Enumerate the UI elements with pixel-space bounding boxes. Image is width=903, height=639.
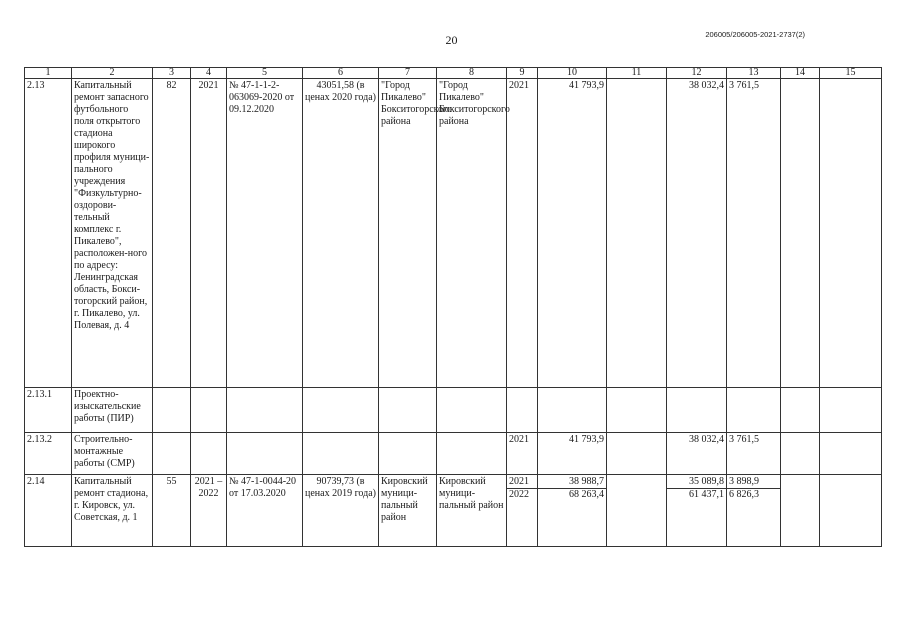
column-number: 5	[227, 68, 303, 79]
cell-col14	[781, 475, 820, 547]
cell-col11	[607, 79, 667, 388]
value-2022: 61 437,1	[667, 488, 726, 501]
cell-col7	[379, 433, 437, 475]
cell-col12	[667, 388, 727, 433]
cell-col15	[820, 388, 882, 433]
column-number: 8	[437, 68, 507, 79]
year-2021: 2021	[509, 476, 529, 487]
cell-col11	[607, 475, 667, 547]
cell-col8: "Город Пикалево" Бокситогорского района	[437, 79, 507, 388]
cell-col11	[607, 433, 667, 475]
table-row	[25, 433, 882, 475]
cell-col3: 55	[153, 475, 191, 547]
cell-col8: Кировский муници-пальный район	[437, 475, 507, 547]
cell-col12: 38 032,4	[667, 433, 727, 475]
cell-col8	[437, 433, 507, 475]
cell-col9: 2021	[507, 433, 538, 475]
cell-col14	[781, 433, 820, 475]
column-number: 12	[667, 68, 727, 79]
table-row	[25, 388, 882, 433]
table-row	[25, 475, 882, 547]
cell-col9	[507, 475, 538, 547]
column-number: 14	[781, 68, 820, 79]
cell-col12: 38 032,4	[667, 79, 727, 388]
cell-col13	[727, 475, 781, 547]
value-2021: 35 089,8	[689, 476, 724, 487]
cell-col6	[303, 388, 379, 433]
object-name: Капитальный ремонт стадиона, г. Кировск, ул. Советская, д. 1	[72, 475, 153, 547]
row-number: 2.14	[25, 475, 72, 547]
object-name: Капитальный ремонт запасного футбольного поля открытого стадиона широкого профиля муници-пального учреждения "Физкультурно-оздорови-тельный комплекс г. Пикалево", расположен-ного по адресу: Ленинградская область, Бокси-тогорский район, г. Пикалево, ул. Полевая, д. 4	[72, 79, 153, 388]
cell-col15	[820, 433, 882, 475]
page-number: 20	[445, 33, 458, 47]
column-number: 2	[72, 68, 153, 79]
cell-col13	[727, 388, 781, 433]
cell-col6: 90739,73 (в ценах 2019 года)	[303, 475, 379, 547]
cell-col4: 2021	[191, 79, 227, 388]
row-number: 2.13	[25, 79, 72, 388]
row-number: 2.13.1	[25, 388, 72, 433]
row-number: 2.13.2	[25, 433, 72, 475]
value-2021: 38 988,7	[569, 476, 604, 487]
cell-col10: 41 793,9	[538, 433, 607, 475]
column-number: 1	[25, 68, 72, 79]
cell-col6	[303, 433, 379, 475]
value-2021: 3 898,9	[729, 476, 759, 487]
object-name: Строительно-монтажные работы (СМР)	[72, 433, 153, 475]
column-number: 9	[507, 68, 538, 79]
value-2022: 68 263,4	[538, 488, 606, 501]
column-number: 11	[607, 68, 667, 79]
program-table	[24, 67, 882, 547]
cell-col12	[667, 475, 727, 547]
cell-col4: 2021 – 2022	[191, 475, 227, 547]
cell-col15	[820, 475, 882, 547]
column-number: 6	[303, 68, 379, 79]
cell-col9: 2021	[507, 79, 538, 388]
table-row	[25, 79, 882, 388]
cell-col8	[437, 388, 507, 433]
column-number: 7	[379, 68, 437, 79]
cell-col15	[820, 79, 882, 388]
column-number: 15	[820, 68, 882, 79]
year-2022: 2022	[507, 488, 537, 501]
document-code: 206005/206005-2021-2737(2)	[705, 30, 805, 39]
cell-col5: № 47-1-1-2-063069-2020 от 09.12.2020	[227, 79, 303, 388]
cell-col3: 82	[153, 79, 191, 388]
cell-col9	[507, 388, 538, 433]
cell-col7: "Город Пикалево" Бокситогорского района	[379, 79, 437, 388]
cell-col10	[538, 475, 607, 547]
column-number: 10	[538, 68, 607, 79]
table-header-row	[25, 68, 882, 79]
value-2022: 6 826,3	[727, 488, 780, 501]
column-number: 13	[727, 68, 781, 79]
cell-col7: Кировский муници-пальный район	[379, 475, 437, 547]
cell-col6: 43051,58 (в ценах 2020 года)	[303, 79, 379, 388]
cell-col10	[538, 388, 607, 433]
cell-col5	[227, 388, 303, 433]
column-number: 3	[153, 68, 191, 79]
cell-col11	[607, 388, 667, 433]
cell-col13: 3 761,5	[727, 433, 781, 475]
cell-col14	[781, 388, 820, 433]
cell-col14	[781, 79, 820, 388]
cell-col10: 41 793,9	[538, 79, 607, 388]
cell-col4	[191, 433, 227, 475]
cell-col3	[153, 388, 191, 433]
cell-col4	[191, 388, 227, 433]
cell-col5	[227, 433, 303, 475]
column-number: 4	[191, 68, 227, 79]
object-name: Проектно-изыскательские работы (ПИР)	[72, 388, 153, 433]
cell-col13: 3 761,5	[727, 79, 781, 388]
cell-col7	[379, 388, 437, 433]
cell-col3	[153, 433, 191, 475]
cell-col5: № 47-1-0044-20 от 17.03.2020	[227, 475, 303, 547]
